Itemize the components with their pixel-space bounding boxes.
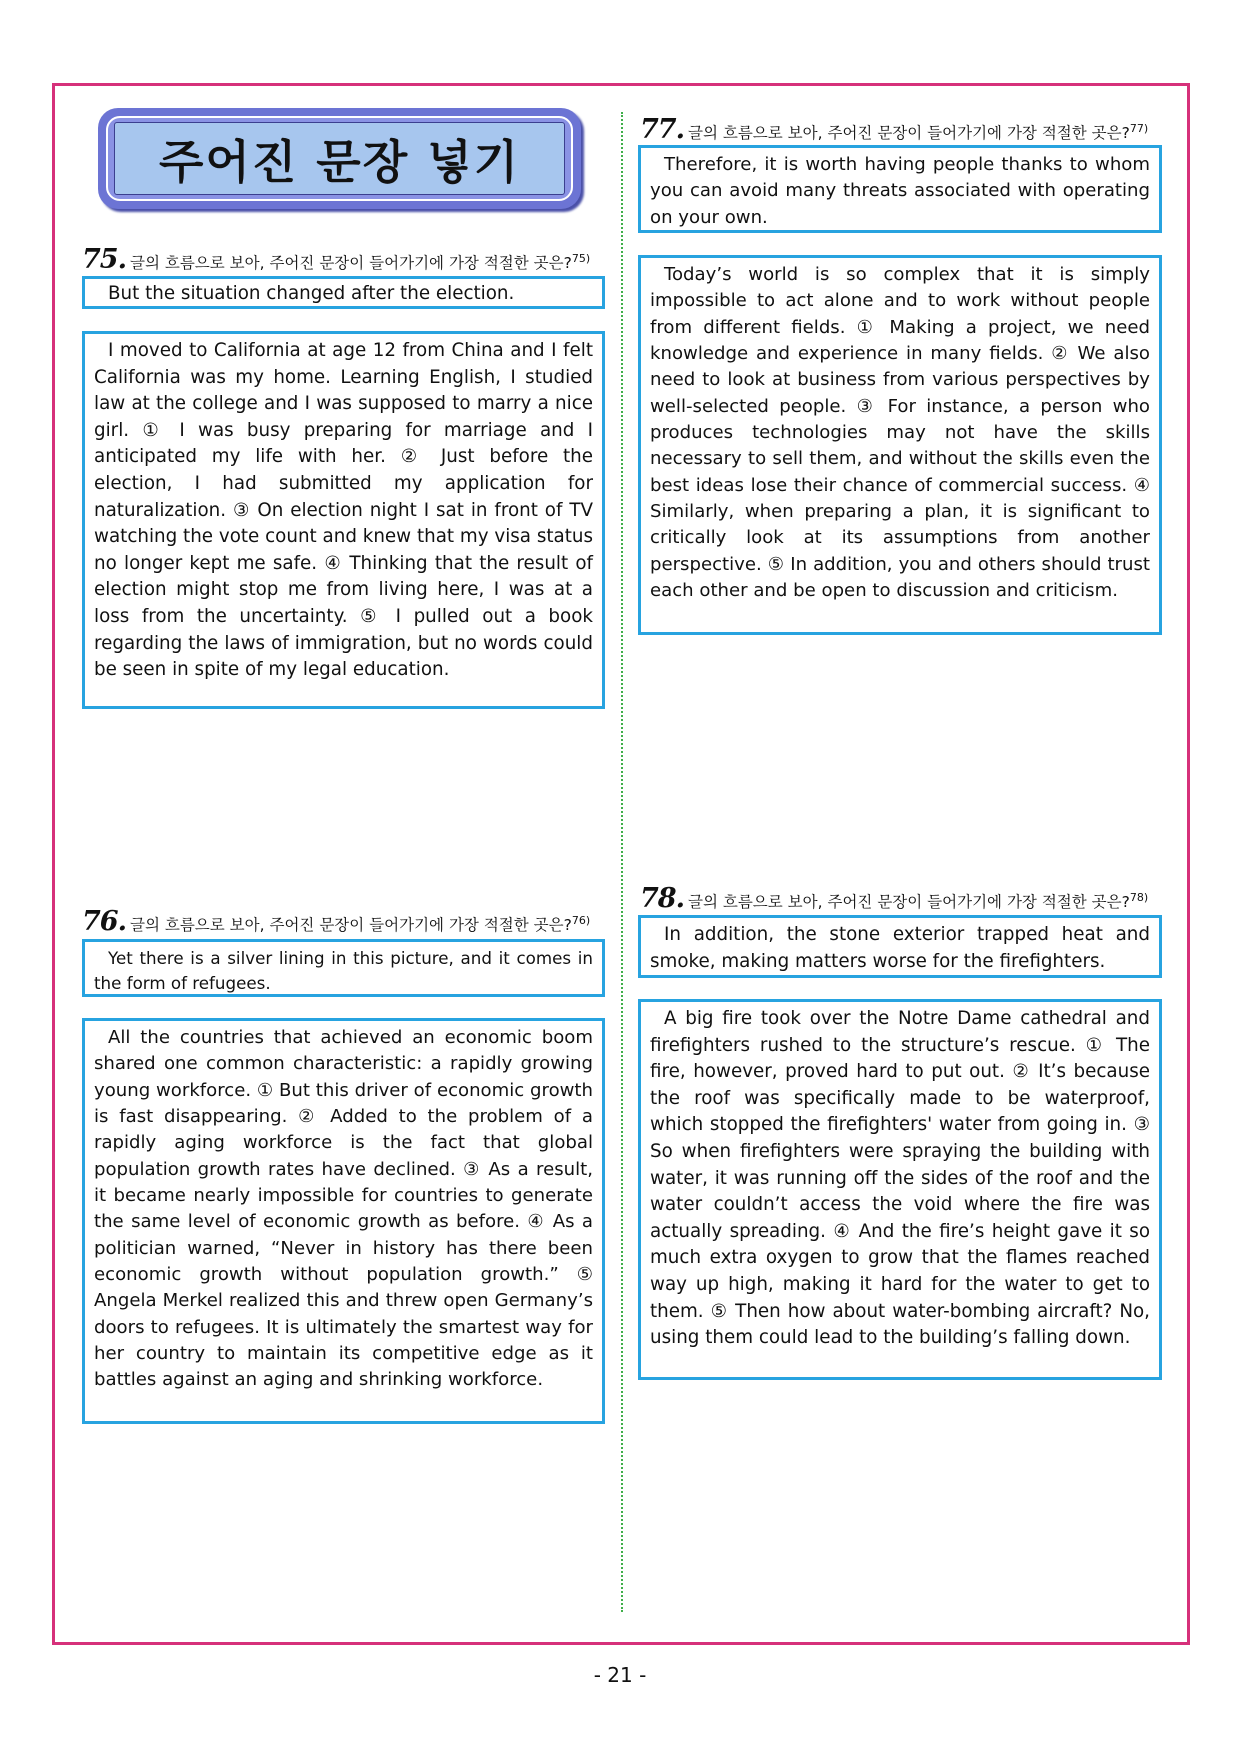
- given-sentence: Yet there is a silver lining in this picture, and it comes in the form of refugees.: [94, 948, 593, 993]
- question-77-passage-box: [638, 255, 1162, 635]
- footnote-ref: 78): [1129, 890, 1149, 904]
- title-badge-core: [114, 122, 565, 195]
- question-78-given-box: [638, 915, 1162, 978]
- footnote-ref: 75): [571, 251, 591, 265]
- question-75-header: [82, 244, 590, 275]
- question-number: 76.: [82, 906, 126, 937]
- passage-text: I moved to California at age 12 from China and I felt California was my home. Learning English, I studied law at the college and I was supposed to marry a nice girl. ① I was busy preparing for marriage and I anticipated my life with her. ② Just before the election, I had submitted my application for naturalization. ③ On election night I sat in front of TV watching the vote count and knew that my visa status no longer kept me safe. ④ Thinking that the result of election might stop me from living here, I was at a loss from the uncertainty. ⑤ I pulled out a book regarding the laws of immigration, but no words could be seen in spite of my legal education.: [94, 340, 593, 681]
- passage-text: A big fire took over the Notre Dame cathedral and firefighters rushed to the structure’s rescue. ① The fire, however, proved hard to put out. ② It’s because the roof was specifically made to be waterproof, which stopped the firefighters' water from going in. ③ So when firefighters were spraying the building with water, it was running off the sides of the roof and the water couldn’t access the void where the fire was actually spreading. ④ And the fire’s height gave it so much extra oxygen to grow that the flames reached way up high, making it hard for the water to get to them. ⑤ Then how about water-bombing aircraft? No, using them could lead to the building’s falling down.: [650, 1008, 1150, 1349]
- question-prompt: 글의 흐름으로 보아, 주어진 문장이 들어가기에 가장 적절한 곳은?$^{76)}$: [129, 913, 591, 934]
- question-76-passage-box: [82, 1018, 605, 1424]
- question-prompt: 글의 흐름으로 보아, 주어진 문장이 들어가기에 가장 적절한 곳은?$^{77)}$: [687, 121, 1149, 142]
- question-78-header: [640, 883, 1148, 914]
- footnote-ref: 76): [571, 913, 591, 927]
- given-sentence: In addition, the stone exterior trapped heat and smoke, making matters worse for the firefighters.: [650, 924, 1150, 972]
- question-75-given-box: [82, 276, 605, 309]
- given-sentence: Therefore, it is worth having people thanks to whom you can avoid many threats associated with operating on your own.: [650, 154, 1150, 228]
- question-number: 78.: [640, 883, 684, 914]
- passage-text: All the countries that achieved an economic boom shared one common characteristic: a rapidly growing young workforce. ① But this driver of economic growth is fast disappearing. ② Added to the problem of a rapidly aging workforce is the fact that global population growth rates have declined. ③ As a result, it became nearly impossible for countries to generate the same level of economic growth as before. ④ As a politician warned, “Never in history has there been economic growth without population growth.” ⑤ Angela Merkel realized this and threw open Germany’s doors to refugees. It is ultimately the smartest way for her country to maintain its competitive edge as it battles against an aging and shrinking workforce.: [94, 1027, 593, 1391]
- question-prompt: 글의 흐름으로 보아, 주어진 문장이 들어가기에 가장 적절한 곳은?$^{78)}$: [687, 890, 1149, 911]
- footnote-ref: 77): [1129, 121, 1149, 135]
- passage-text: Today’s world is so complex that it is simply impossible to act alone and to work without people from different fields. ① Making a project, we need knowledge and experience in many fields. ② We also need to look at business from various perspectives by well-selected people. ③ For instance, a person who produces technologies may not have the skills necessary to sell them, and without the skills even the best ideas lose their chance of commercial success. ④ Similarly, when preparing a plan, it is significant to critically look at its assumptions from another perspective. ⑤ In addition, you and others should trust each other and be open to discussion and criticism.: [650, 264, 1150, 602]
- question-77-header: [640, 114, 1148, 145]
- question-prompt: 글의 흐름으로 보아, 주어진 문장이 들어가기에 가장 적절한 곳은?$^{75)}$: [129, 251, 591, 272]
- given-sentence: But the situation changed after the election.: [108, 283, 515, 304]
- question-number: 75.: [82, 244, 126, 275]
- question-number: 77.: [640, 114, 684, 145]
- question-78-passage-box: [638, 999, 1162, 1380]
- title-badge: [98, 108, 581, 209]
- page-number: - 21 -: [593, 1663, 647, 1687]
- question-76-given-box: [82, 939, 605, 997]
- question-77-given-box: [638, 145, 1162, 233]
- column-divider: [621, 112, 623, 1612]
- page-title: 주어진 문장 넣기: [158, 134, 521, 189]
- question-76-header: [82, 906, 590, 937]
- question-75-passage-box: [82, 331, 605, 709]
